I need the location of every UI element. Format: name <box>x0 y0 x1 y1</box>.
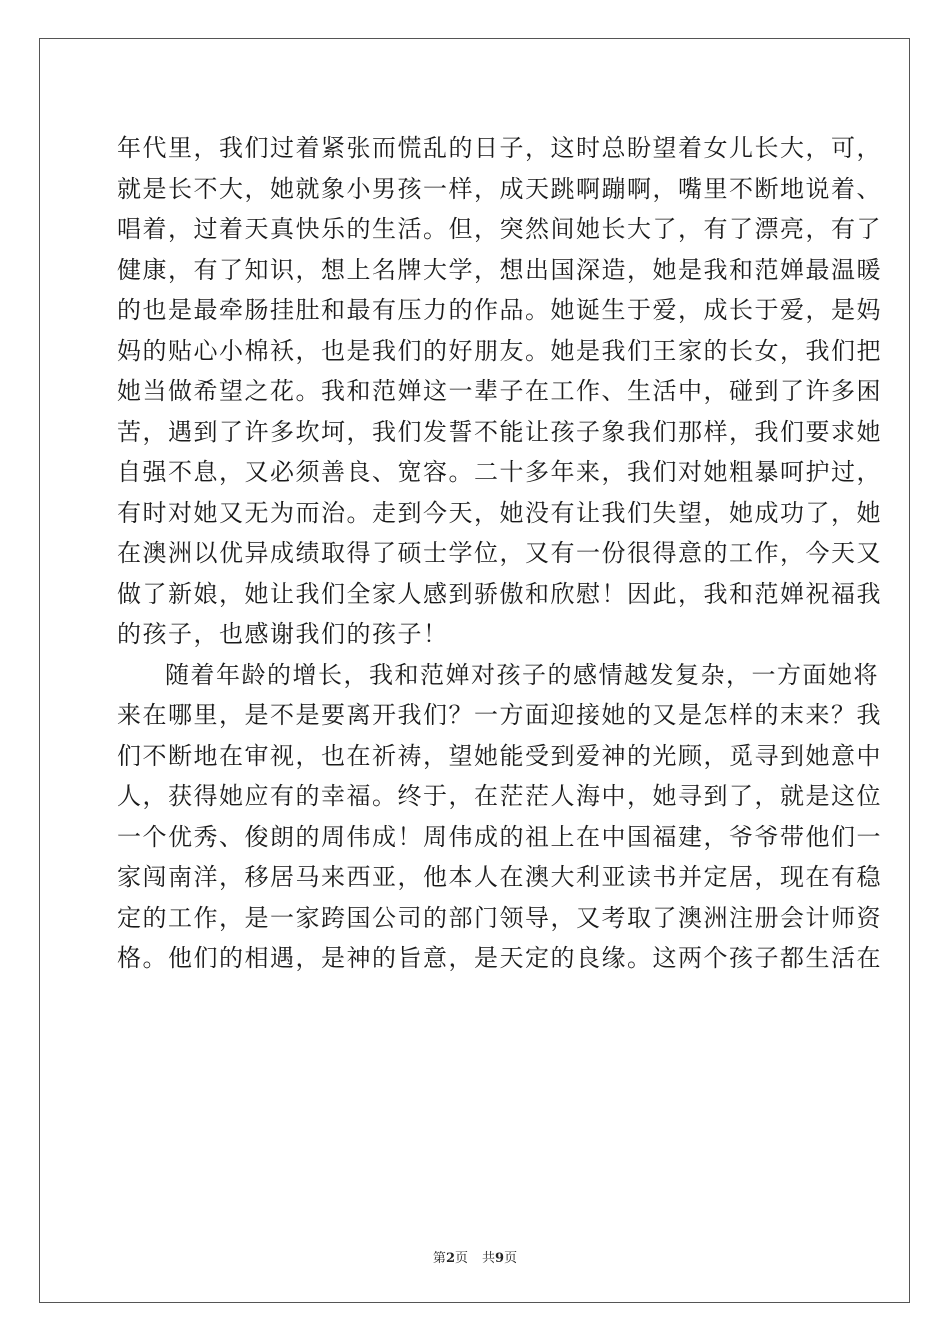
text-line: 们不断地在审视，也在祈祷，望她能受到爱神的光顾，觅寻到她意中 <box>117 741 882 770</box>
text-line: 就是长不大，她就象小男孩一样，成天跳啊蹦啊，嘴里不断地说着、 <box>117 174 882 203</box>
text-line: 健康，有了知识，想上名牌大学，想出国深造，她是我和范婵最温暖 <box>117 255 882 284</box>
text-line: 她当做希望之花。我和范婵这一辈子在工作、生活中，碰到了许多困 <box>117 377 882 405</box>
text-line: 的孩子，也感谢我们的孩子！ <box>117 620 449 648</box>
text-line: 家闯南洋，移居马来西亚，他本人在澳大利亚读书并定居，现在有稳 <box>117 863 882 891</box>
page-suffix: 页 <box>454 1251 468 1266</box>
text-line: 自强不息，又必须善良、宽容。二十多年来，我们对她粗暴呵护过， <box>117 458 882 486</box>
text-line: 定的工作，是一家跨国公司的部门领导，又考取了澳洲注册会计师资 <box>117 903 882 932</box>
text-line: 在澳洲以优异成绩取得了硕士学位，又有一份很得意的工作，今天又 <box>117 539 882 567</box>
page-prefix: 第 <box>432 1251 446 1266</box>
text-line: 人，获得她应有的幸福。终于，在茫茫人海中，她寻到了，就是这位 <box>117 782 882 810</box>
text-line: 做了新娘，她让我们全家人感到骄傲和欣慰！因此，我和范婵祝福我 <box>117 579 882 608</box>
total-pages: 9 <box>495 1251 505 1266</box>
text-line: 的也是最牵肠挂肚和最有压力的作品。她诞生于爱，成长于爱，是妈 <box>117 296 882 324</box>
total-suffix: 页 <box>504 1251 518 1266</box>
text-line: 年代里，我们过着紧张而慌乱的日子，这时总盼望着女儿长大，可， <box>117 134 882 162</box>
text-line: 有时对她又无为而治。走到今天，她没有让我们失望，她成功了，她 <box>117 498 882 527</box>
document-body <box>117 128 882 979</box>
text-line: 来在哪里，是不是要离开我们？一方面迎接她的又是怎样的末来？我 <box>117 701 882 729</box>
text-line: 唱着，过着天真快乐的生活。但，突然间她长大了，有了漂亮，有了 <box>117 215 882 243</box>
text-line: 随着年龄的增长，我和范婵对孩子的感情越发复杂，一方面她将 <box>165 660 879 689</box>
text-line: 苦，遇到了许多坎坷，我们发誓不能让孩子象我们那样，我们要求她 <box>117 417 882 446</box>
text-line: 一个优秀、俊朗的周伟成！周伟成的祖上在中国福建，爷爷带他们一 <box>117 822 882 851</box>
total-prefix: 共 <box>482 1251 496 1266</box>
text-line: 格。他们的相遇，是神的旨意，是天定的良缘。这两个孩子都生活在 <box>117 944 882 972</box>
text-line: 妈的贴心小棉袄，也是我们的好朋友。她是我们王家的长女，我们把 <box>117 336 882 365</box>
page-footer <box>0 1247 950 1266</box>
page-number: 2 <box>445 1251 455 1266</box>
